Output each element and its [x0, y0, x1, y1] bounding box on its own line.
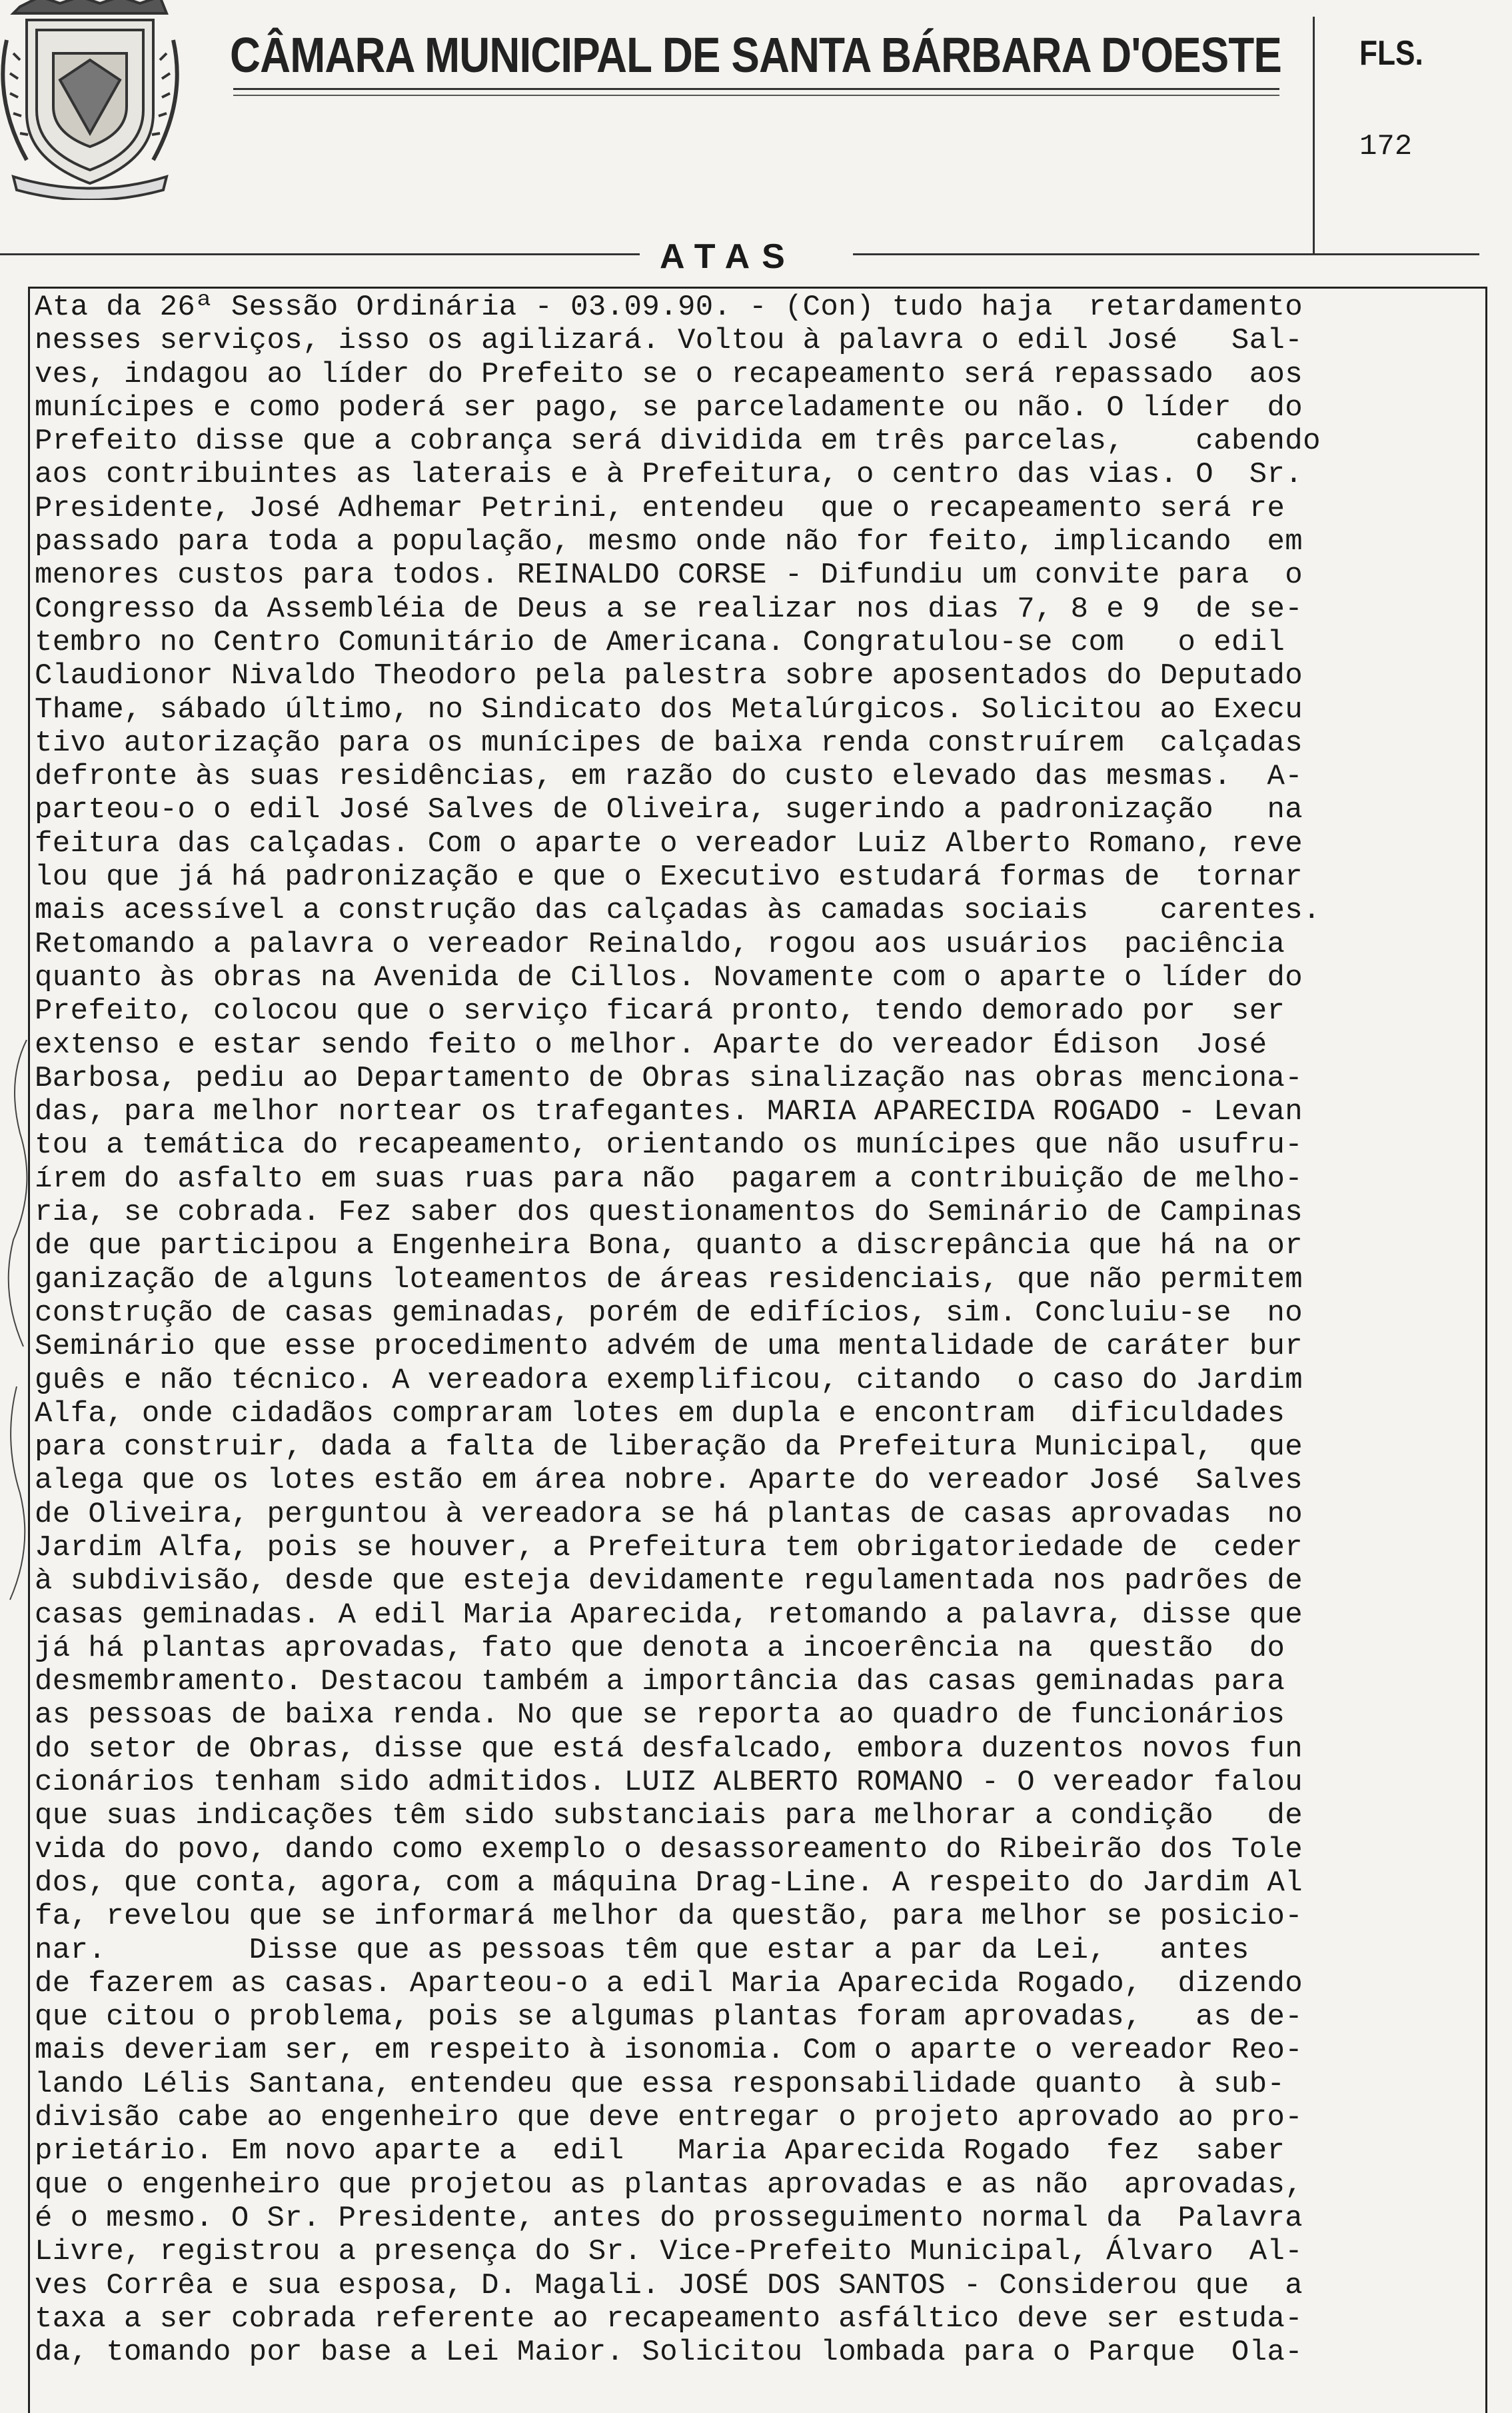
minutes-line: menores custos para todos. REINALDO CORSE - Difundiu um convite para o	[35, 559, 1303, 593]
folio-label: FLS.	[1359, 34, 1423, 73]
minutes-line: munícipes e como poderá ser pago, se parceladamente ou não. O líder do	[35, 391, 1303, 425]
minutes-line: Claudionor Nivaldo Theodoro pela palestra sobre aposentados do Deputado	[35, 659, 1303, 693]
minutes-line: Thame, sábado último, no Sindicato dos Metalúrgicos. Solicitou ao Execu	[35, 693, 1303, 727]
minutes-line: Livre, registrou a presença do Sr. Vice-Prefeito Municipal, Álvaro Al-	[35, 2235, 1303, 2269]
minutes-line: é o mesmo. O Sr. Presidente, antes do prosseguimento normal da Palavra	[35, 2201, 1303, 2235]
minutes-line: ria, se cobrada. Fez saber dos questionamentos do Seminário de Campinas	[35, 1196, 1303, 1230]
minutes-line: que suas indicações têm sido substanciais para melhorar a condição de	[35, 1799, 1303, 1833]
minutes-line: ves, indagou ao líder do Prefeito se o recapeamento será repassado aos	[35, 357, 1303, 391]
minutes-line: mais deveriam ser, em respeito à isonomia. Com o aparte o vereador Reo-	[35, 2034, 1303, 2068]
minutes-line: Jardim Alfa, pois se houver, a Prefeitura tem obrigatoriedade de ceder	[35, 1530, 1303, 1564]
minutes-line: das, para melhor nortear os trafegantes. MARIA APARECIDA ROGADO - Levan	[35, 1095, 1303, 1129]
header-rule	[233, 88, 1279, 90]
minutes-line: fa, revelou que se informará melhor da questão, para melhor se posicio-	[35, 1900, 1303, 1934]
minutes-line: extenso e estar sendo feito o melhor. Aparte do vereador Édison José	[35, 1028, 1267, 1062]
minutes-line: para construir, dada a falta de liberação da Prefeitura Municipal, que	[35, 1430, 1303, 1464]
minutes-line: írem do asfalto em suas ruas para não pagarem a contribuição de melho-	[35, 1162, 1303, 1196]
minutes-line: de fazerem as casas. Aparteou-o a edil Maria Aparecida Rogado, dizendo	[35, 1966, 1303, 2000]
minutes-line: quanto às obras na Avenida de Cillos. Novamente com o aparte o líder do	[35, 961, 1303, 995]
minutes-line: Alfa, onde cidadãos compraram lotes em dupla e encontram dificuldades	[35, 1396, 1285, 1430]
minutes-line: Prefeito, colocou que o serviço ficará pronto, tendo demorado por ser	[35, 995, 1285, 1029]
minutes-line: mais acessível a construção das calçadas às camadas sociais carentes.	[35, 894, 1321, 928]
minutes-line: ganização de alguns loteamentos de áreas residenciais, que não permitem	[35, 1262, 1303, 1296]
minutes-line: que o engenheiro que projetou as plantas aprovadas e as não aprovadas,	[35, 2168, 1303, 2202]
minutes-line: tembro no Centro Comunitário de Americana. Congratulou-se com o edil	[35, 625, 1285, 659]
municipal-coat-of-arms-icon	[0, 0, 180, 200]
minutes-line: tivo autorização para os munícipes de baixa renda construírem calçadas	[35, 726, 1303, 760]
institution-title: CÂMARA MUNICIPAL DE SANTA BÁRBARA D'OESTE	[230, 27, 1281, 83]
header-divider	[1313, 17, 1315, 253]
minutes-line: nar. Disse que as pessoas têm que estar a par da Lei, antes	[35, 1933, 1249, 1967]
minutes-line: construção de casas geminadas, porém de edifícios, sim. Concluiu-se no	[35, 1296, 1303, 1330]
margin-pen-mark	[0, 1040, 40, 1640]
minutes-line: Barbosa, pediu ao Departamento de Obras sinalização nas obras menciona-	[35, 1061, 1303, 1095]
minutes-line: de Oliveira, perguntou à vereadora se há plantas de casas aprovadas no	[35, 1497, 1303, 1531]
minutes-line: lou que já há padronização e que o Executivo estudará formas de tornar	[35, 861, 1303, 895]
section-rule-right	[853, 253, 1479, 255]
minutes-line: casas geminadas. A edil Maria Aparecida, retomando a palavra, disse que	[35, 1598, 1303, 1632]
minutes-line: taxa a ser cobrada referente ao recapeamento asfáltico deve ser estuda-	[35, 2302, 1303, 2336]
minutes-line: Retomando a palavra o vereador Reinaldo, rogou aos usuários paciência	[35, 927, 1285, 961]
minutes-line: alega que os lotes estão em área nobre. Aparte do vereador José Salves	[35, 1464, 1303, 1498]
minutes-line: desmembramento. Destacou também a importância das casas geminadas para	[35, 1665, 1285, 1699]
minutes-line: vida do povo, dando como exemplo o desassoreamento do Ribeirão dos Tole	[35, 1832, 1303, 1866]
minutes-line: cionários tenham sido admitidos. LUIZ ALBERTO ROMANO - O vereador falou	[35, 1766, 1303, 1800]
minutes-body	[35, 291, 1481, 2369]
minutes-line: lando Lélis Santana, entendeu que essa responsabilidade quanto à sub-	[35, 2067, 1285, 2101]
section-title: ATAS	[660, 237, 797, 276]
section-rule-left	[0, 253, 640, 255]
minutes-line: Ata da 26ª Sessão Ordinária - 03.09.90. - (Con) tudo haja retardamento	[35, 291, 1303, 324]
minutes-line: passado para toda a população, mesmo onde não for feito, implicando em	[35, 525, 1303, 559]
minutes-line: guês e não técnico. A vereadora exemplificou, citando o caso do Jardim	[35, 1363, 1303, 1397]
minutes-line: parteou-o o edil José Salves de Oliveira, sugerindo a padronização na	[35, 793, 1303, 827]
folio-number: 172	[1359, 130, 1413, 163]
minutes-line: à subdivisão, desde que esteja devidamente regulamentada nos padrões de	[35, 1564, 1303, 1598]
minutes-line: que citou o problema, pois se algumas plantas foram aprovadas, as de-	[35, 2000, 1303, 2034]
minutes-line: as pessoas de baixa renda. No que se reporta ao quadro de funcionários	[35, 1698, 1285, 1732]
minutes-line: divisão cabe ao engenheiro que deve entregar o projeto aprovado ao pro-	[35, 2101, 1303, 2135]
minutes-line: tou a temática do recapeamento, orientando os munícipes que não usufru-	[35, 1129, 1303, 1163]
minutes-line: aos contribuintes as laterais e à Prefeitura, o centro das vias. O Sr.	[35, 458, 1303, 492]
minutes-line: nesses serviços, isso os agilizará. Voltou à palavra o edil José Sal-	[35, 324, 1303, 358]
minutes-line: já há plantas aprovadas, fato que denota a incoerência na questão do	[35, 1631, 1285, 1665]
minutes-line: Prefeito disse que a cobrança será dividida em três parcelas, cabendo	[35, 425, 1321, 459]
minutes-line: Presidente, José Adhemar Petrini, entendeu que o recapeamento será re	[35, 491, 1285, 525]
minutes-line: ves Corrêa e sua esposa, D. Magali. JOSÉ DOS SANTOS - Considerou que a	[35, 2268, 1303, 2302]
minutes-line: da, tomando por base a Lei Maior. Solicitou lombada para o Parque Ola-	[35, 2336, 1303, 2370]
minutes-line: dos, que conta, agora, com a máquina Drag-Line. A respeito do Jardim Al	[35, 1866, 1303, 1900]
minutes-line: de que participou a Engenheira Bona, quanto a discrepância que há na or	[35, 1229, 1303, 1263]
header-rule-secondary	[233, 95, 1279, 96]
minutes-line: do setor de Obras, disse que está desfalcado, embora duzentos novos fun	[35, 1732, 1303, 1766]
minutes-line: defronte às suas residências, em razão do custo elevado das mesmas. A-	[35, 760, 1303, 794]
minutes-line: Seminário que esse procedimento advém de uma mentalidade de caráter bur	[35, 1330, 1303, 1364]
minutes-line: Congresso da Assembléia de Deus a se realizar nos dias 7, 8 e 9 de se-	[35, 592, 1303, 626]
minutes-line: prietário. Em novo aparte a edil Maria Aparecida Rogado fez saber	[35, 2134, 1285, 2168]
minutes-line: feitura das calçadas. Com o aparte o vereador Luiz Alberto Romano, reve	[35, 827, 1303, 861]
